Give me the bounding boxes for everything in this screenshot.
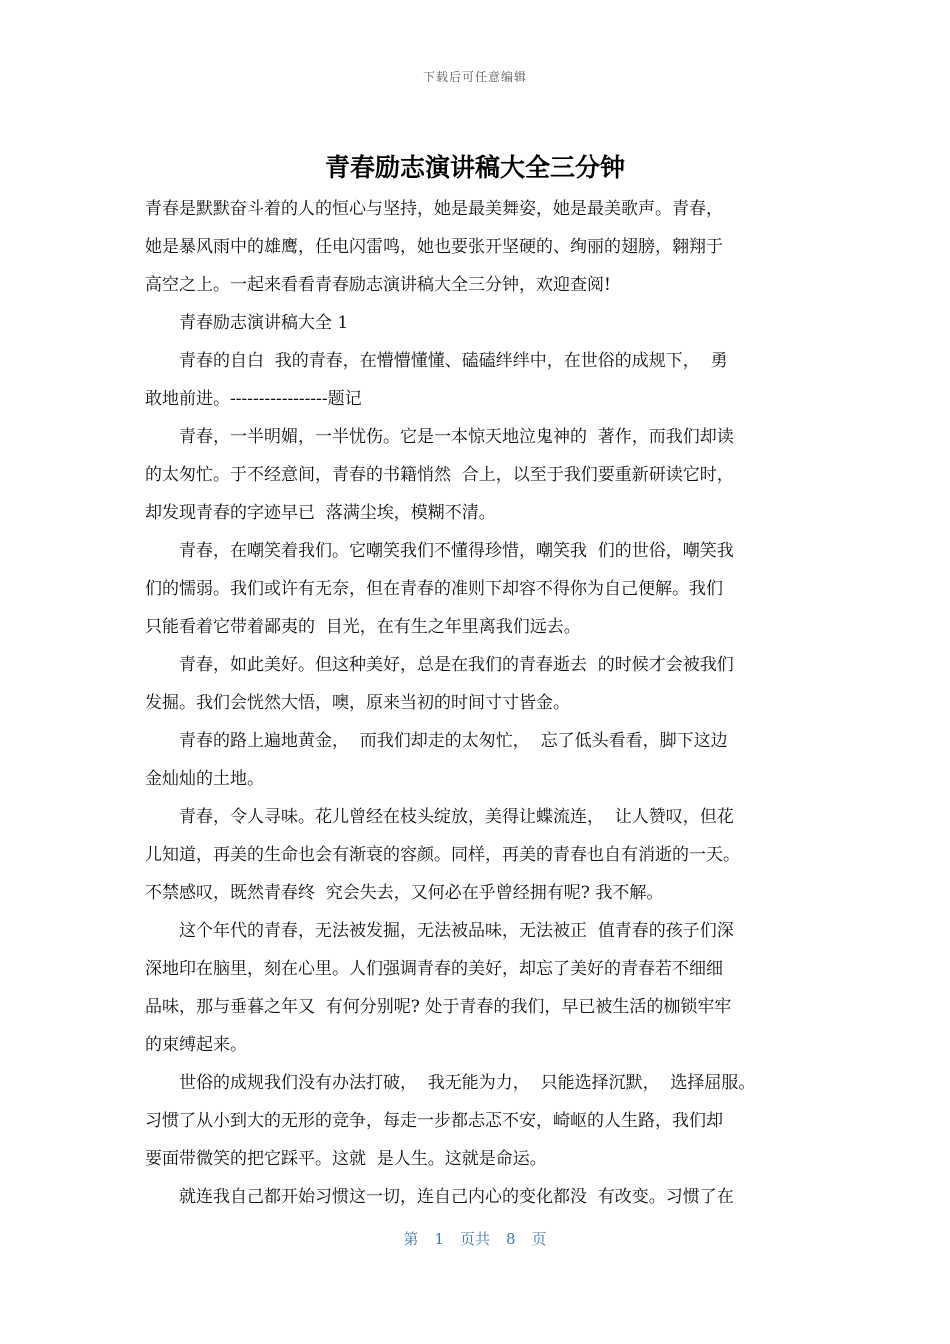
page-title: 青春励志演讲稿大全三分钟 <box>324 153 625 182</box>
footer-prefix: 第 <box>403 1230 419 1248</box>
footer-middle: 页共 <box>459 1230 490 1248</box>
body-line: 这个年代的青春，无法被发掘，无法被品味，无法被正 值青春的孩子们深 <box>179 921 734 941</box>
body-line: 只能看着它带着鄙夷的 目光，在有生之年里离我们远去。 <box>145 617 581 637</box>
header-note: 下载后可任意编辑 <box>422 70 527 84</box>
body-line: 品味，那与垂暮之年又 有何分别呢? 处于青春的我们，早已被生活的枷锁牢牢 <box>145 997 732 1017</box>
body-line: 青春励志演讲稿大全 1 <box>179 313 349 333</box>
body-line: 她是暴风雨中的雄鹰，任电闪雷鸣，她也要张开坚硬的、绚丽的翅膀，翱翔于 <box>145 237 723 257</box>
body-line: 发掘。我们会恍然大悟，噢，原来当初的时间寸寸皆金。 <box>145 693 570 713</box>
body-line: 青春是默默奋斗着的人的恒心与坚持，她是最美舞姿，她是最美歌声。青春， <box>145 199 723 219</box>
body-line: 世俗的成规我们没有办法打破， 我无能为力， 只能选择沉默， 选择屈服。 <box>179 1073 756 1093</box>
page-footer <box>0 1228 950 1249</box>
body-line: 儿知道，再美的生命也会有渐衰的容颜。同样，再美的青春也自有消逝的一天。 <box>145 845 740 865</box>
body-line: 青春，如此美好。但这种美好，总是在我们的青春逝去 的时候才会被我们 <box>179 655 734 675</box>
body-line: 就连我自己都开始习惯这一切，连自己内心的变化都没 有改变。习惯了在 <box>179 1187 734 1207</box>
body-line: 们的懦弱。我们或许有无奈，但在青春的准则下却容不得你为自己便解。我们 <box>145 579 723 599</box>
body-line: 金灿灿的土地。 <box>145 769 264 789</box>
body-line: 却发现青春的字迹早已 落满尘埃，模糊不清。 <box>145 503 496 523</box>
body-line: 的束缚起来。 <box>145 1035 247 1055</box>
body-line: 高空之上。一起来看看青春励志演讲稿大全三分钟，欢迎查阅! <box>145 275 611 295</box>
body-line: 青春，在嘲笑着我们。它嘲笑我们不懂得珍惜，嘲笑我 们的世俗，嘲笑我 <box>179 541 734 561</box>
footer-suffix: 页 <box>531 1230 547 1248</box>
body-line: 不禁感叹，既然青春终 究会失去，又何必在乎曾经拥有呢? 我不解。 <box>145 883 664 903</box>
body-line: 要面带微笑的把它踩平。这就 是人生。这就是命运。 <box>145 1149 547 1169</box>
body-line: 青春，一半明媚，一半忧伤。它是一本惊天地泣鬼神的 著作，而我们却读 <box>179 427 734 447</box>
body-line: 青春的路上遍地黄金， 而我们却走的太匆忙， 忘了低头看看，脚下这边 <box>179 731 728 751</box>
footer-total-pages: 8 <box>506 1230 516 1248</box>
body-line: 的太匆忙。于不经意间，青春的书籍悄然 合上，以至于我们要重新研读它时， <box>145 465 734 485</box>
document-body <box>145 190 815 1216</box>
footer-current-page: 1 <box>434 1230 444 1248</box>
body-line: 青春的自白 我的青春，在懵懵懂懂、磕磕绊绊中，在世俗的成规下， 勇 <box>179 351 728 371</box>
body-line: 青春，令人寻味。花儿曾经在枝头绽放，美得让蝶流连， 让人赞叹，但花 <box>179 807 734 827</box>
body-line: 习惯了从小到大的无形的竞争，每走一步都忐忑不安，崎岖的人生路，我们却 <box>145 1111 723 1131</box>
body-line: 敢地前进。-----------------题记 <box>145 389 362 409</box>
body-line: 深地印在脑里，刻在心里。人们强调青春的美好，却忘了美好的青春若不细细 <box>145 959 723 979</box>
